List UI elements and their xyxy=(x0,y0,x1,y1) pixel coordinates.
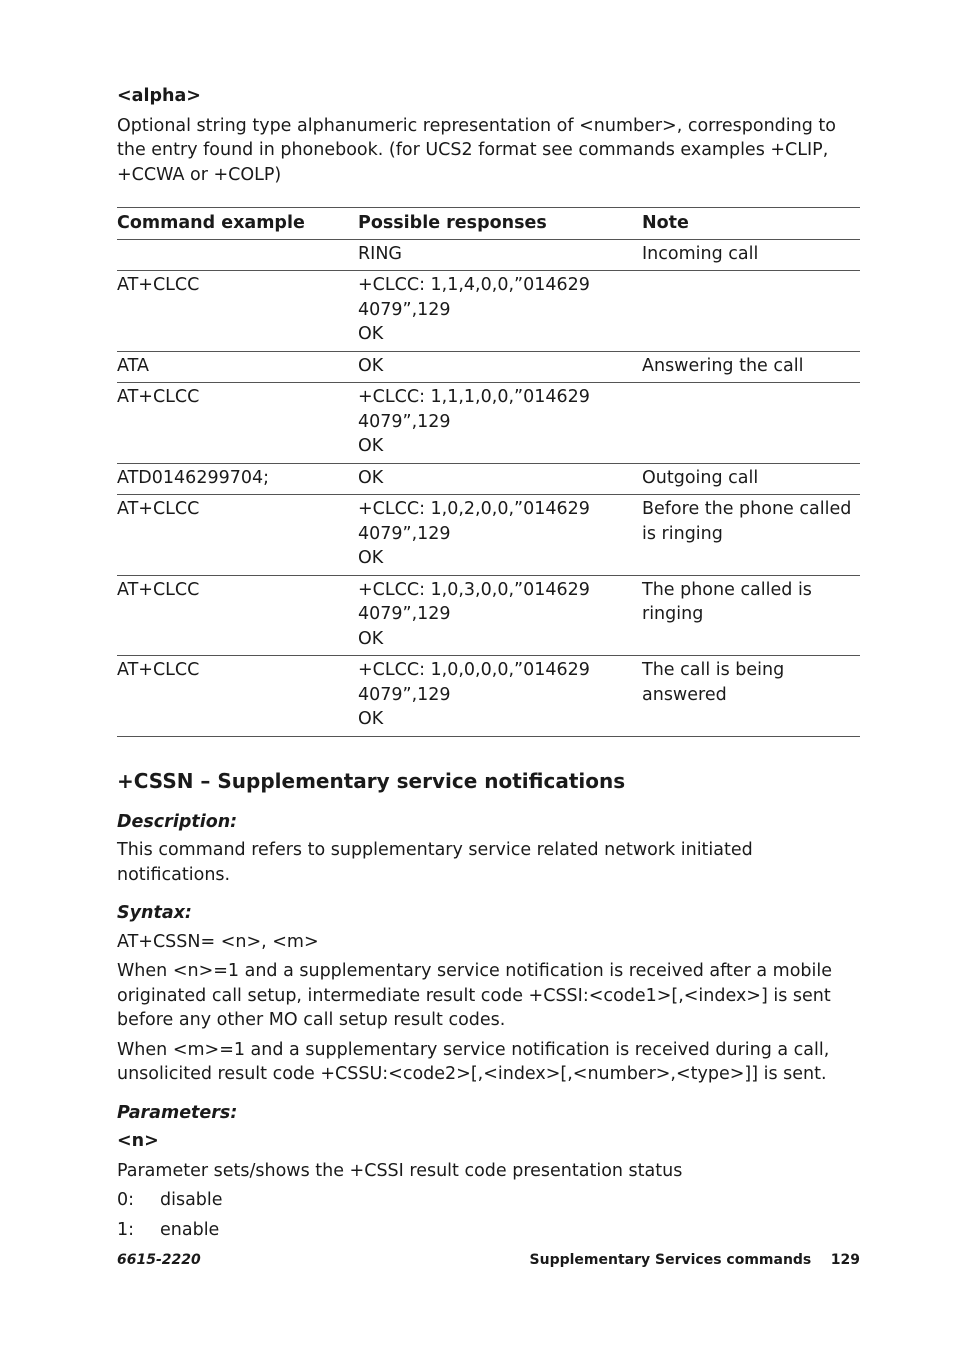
cell-note: Answering the call xyxy=(642,355,804,376)
cell-note xyxy=(642,271,860,352)
cell-response: +CLCC: 1,1,4,0,0,”014629 4079”,129 OK xyxy=(358,275,590,344)
footer-doc-code: 6615-2220 xyxy=(117,1252,201,1268)
table-header-row xyxy=(117,208,860,240)
cell-response: OK xyxy=(358,467,384,488)
cell-note: Before the phone called is ringing xyxy=(642,499,852,544)
table-row xyxy=(117,239,860,271)
cell-command: AT+CLCC xyxy=(117,579,200,600)
cssn-section-title: +CSSN – Supplementary service notifications xyxy=(117,768,626,793)
alpha-description: Optional string type alphanumeric representation of <number>, corresponding to the entry found in phonebook. (for UCS2 format see commands examples +CLIP, +CCWA or +COLP) xyxy=(117,115,836,185)
cell-command xyxy=(117,239,358,271)
table-row xyxy=(117,351,860,383)
footer-right xyxy=(530,1252,860,1268)
table-row xyxy=(117,495,860,576)
cell-response: RING xyxy=(358,243,402,264)
cell-command: AT+CLCC xyxy=(117,660,200,680)
syntax-paragraph-m: When <m>=1 and a supplementary service notification is received during a call, unsolicited result code +CSSU:<code2>[,<index>[,<number>,<type>]] is sent. xyxy=(117,1039,830,1084)
cell-command: AT+CLCC xyxy=(117,387,200,407)
cell-note: Incoming call xyxy=(642,243,759,264)
header-note: Note xyxy=(642,213,689,233)
cell-command: ATD0146299704; xyxy=(117,467,270,488)
cell-response: +CLCC: 1,1,1,0,0,”014629 4079”,129 OK xyxy=(358,387,590,456)
param-value-row xyxy=(117,1218,860,1243)
description-text: This command refers to supplementary service related network initiated notifications. xyxy=(117,840,753,885)
parameters-label: Parameters: xyxy=(117,1102,238,1123)
page-footer xyxy=(117,1252,860,1268)
footer-section-name: Supplementary Services commands xyxy=(529,1252,812,1268)
header-command-example: Command example xyxy=(117,213,305,233)
cell-response: OK xyxy=(358,355,384,376)
table-row xyxy=(117,656,860,737)
syntax-text: AT+CSSN= <n>, <m> xyxy=(117,931,319,952)
param-value-text: disable xyxy=(160,1190,223,1210)
table-row xyxy=(117,575,860,656)
table-row xyxy=(117,271,860,352)
page-content xyxy=(117,84,860,1242)
header-possible-responses: Possible responses xyxy=(358,213,547,233)
cell-command: ATA xyxy=(117,355,149,376)
param-value-key: 1: xyxy=(117,1219,135,1240)
alpha-heading: <alpha> xyxy=(117,86,201,106)
cell-note xyxy=(642,383,860,464)
footer-page-number: 129 xyxy=(830,1252,860,1268)
cell-note: The phone called is ringing xyxy=(642,579,812,624)
table-row xyxy=(117,463,860,495)
cell-note: The call is being answered xyxy=(642,660,785,705)
command-example-table xyxy=(117,207,860,737)
cell-response: +CLCC: 1,0,0,0,0,”014629 4079”,129 OK xyxy=(358,660,590,729)
cell-response: +CLCC: 1,0,3,0,0,”014629 4079”,129 OK xyxy=(358,579,590,649)
param-value-text: enable xyxy=(160,1219,220,1240)
param-value-key: 0: xyxy=(117,1190,135,1210)
cell-response: +CLCC: 1,0,2,0,0,”014629 4079”,129 OK xyxy=(358,499,590,568)
table-row xyxy=(117,383,860,464)
description-label: Description: xyxy=(117,811,238,832)
syntax-label: Syntax: xyxy=(117,903,192,923)
param-n-description: Parameter sets/shows the +CSSI result code presentation status xyxy=(117,1160,683,1181)
param-n-heading: <n> xyxy=(117,1131,159,1151)
syntax-paragraph-n: When <n>=1 and a supplementary service notification is received after a mobile originated call setup, intermediate result code +CSSI:<code1>[,<index>] is sent before any other MO call setup result codes. xyxy=(117,961,833,1030)
cell-command: AT+CLCC xyxy=(117,275,200,295)
param-value-row xyxy=(117,1188,860,1213)
cell-note: Outgoing call xyxy=(642,467,759,488)
cell-command: AT+CLCC xyxy=(117,499,200,519)
